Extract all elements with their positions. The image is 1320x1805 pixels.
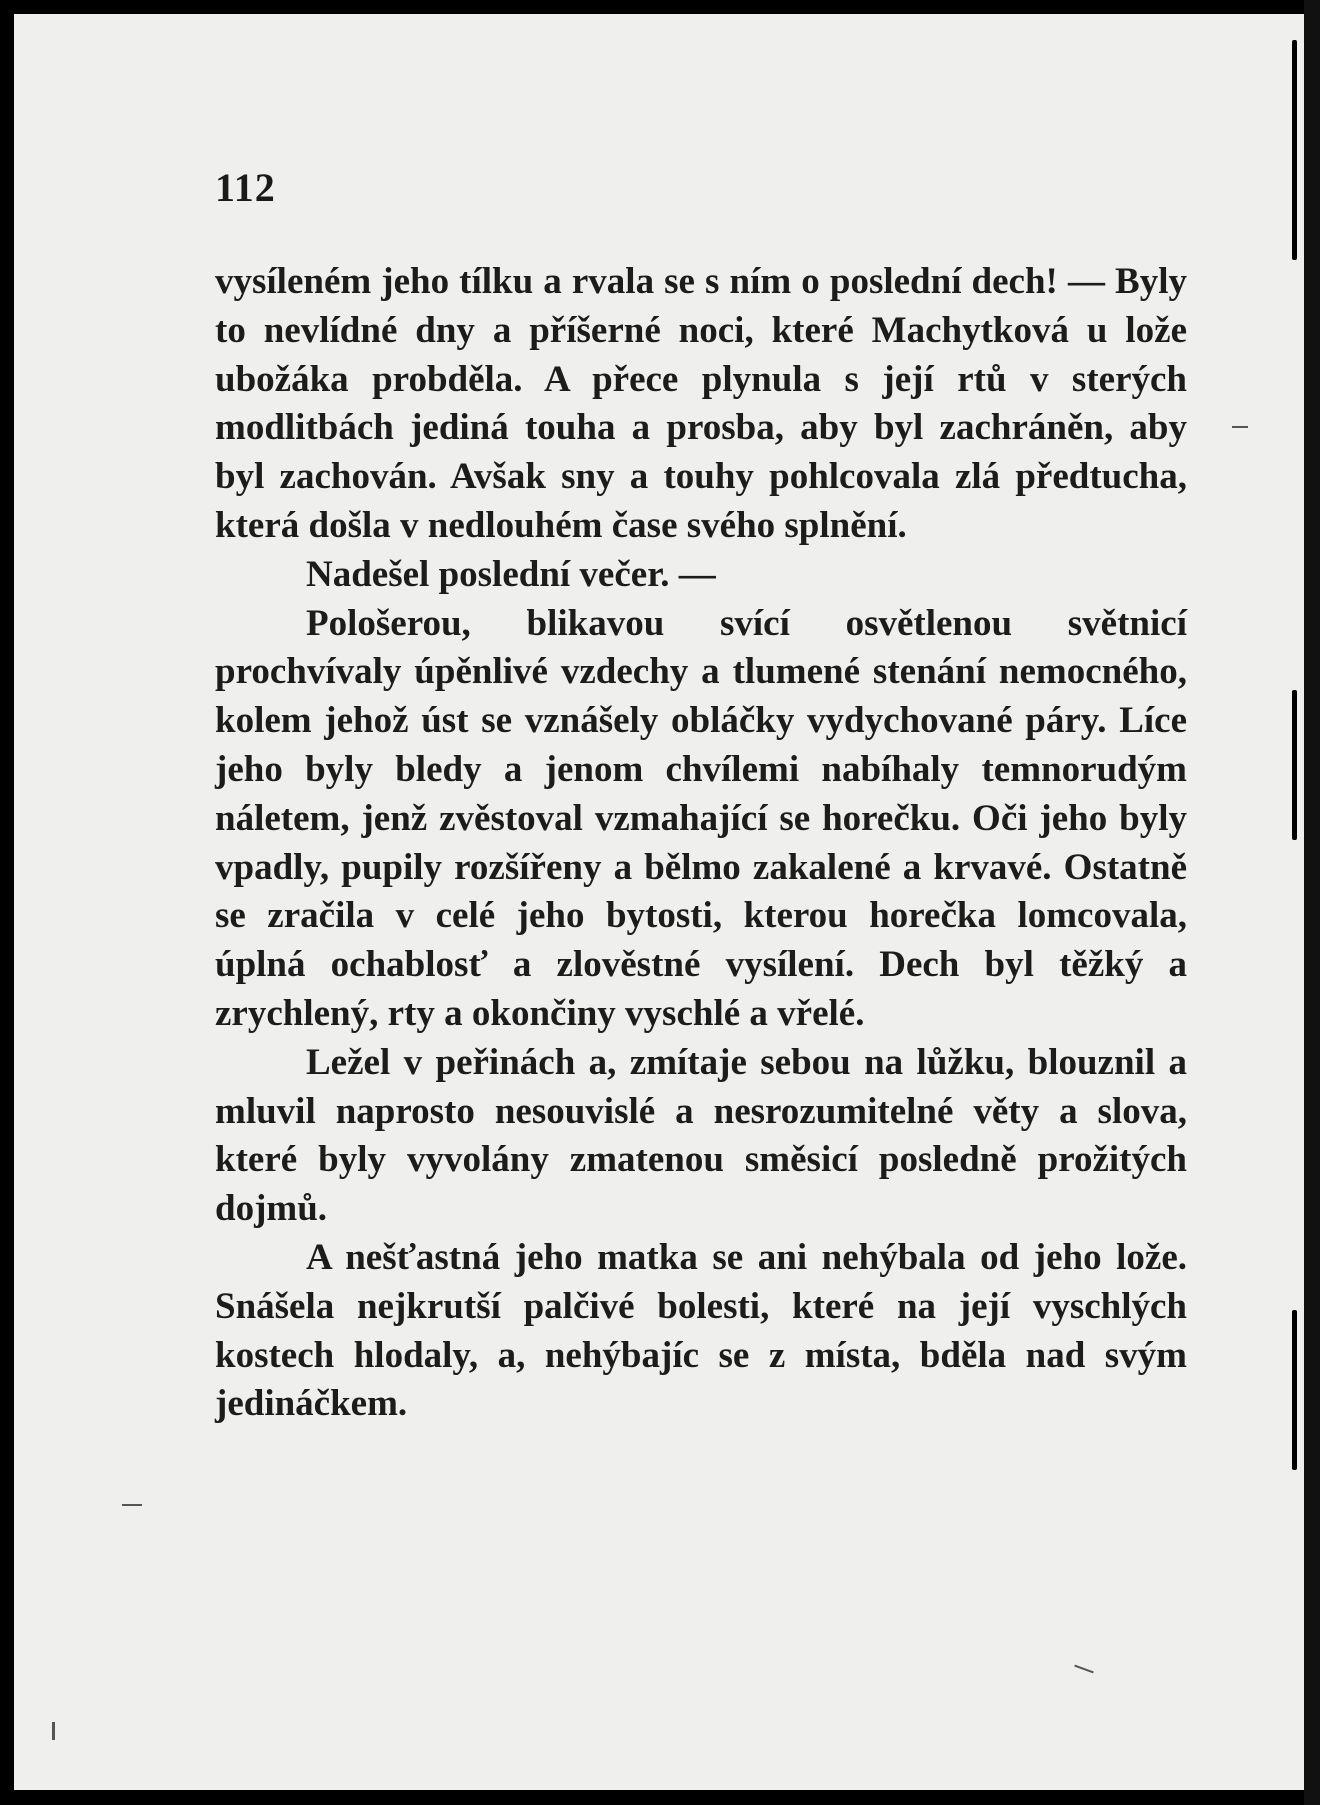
scan-edge-mark: [1292, 1310, 1297, 1470]
book-page: [14, 14, 1304, 1790]
paragraph: Ležel v peřinách a, zmítaje sebou na lůžku, blouznil a mluvil naprosto nesouvislé a nesrozumitelné věty a slova, které byly vyvolány zmatenou směsicí posledně prožitých dojmů.: [215, 1041, 1187, 1230]
scan-speck: [52, 1722, 55, 1740]
scan-speck: [122, 1504, 142, 1506]
body-text: [215, 258, 1187, 1429]
scan-edge-mark: [1292, 690, 1297, 840]
scan-edge-mark: [1292, 40, 1297, 260]
scan-edge: [1304, 0, 1320, 1805]
paragraph: Nadešel poslední večer. —: [306, 553, 716, 595]
page-number: 112: [215, 165, 276, 210]
paragraph: Pološerou, blikavou svící osvětlenou světnicí prochvívaly úpěnlivé vzdechy a tlumené stenání nemocného, kolem jehož úst se vznášely obláčky vydychované páry. Líce jeho byly bledy a jenom chvílemi nabíhaly temnorudým náletem, jenž zvěstoval vzmahající se horečku. Oči jeho byly vpadly, pupily rozšířeny a bělmo zakalené a krvavé. Ostatně se zračila v celé jeho bytosti, kterou horečka lomcovala, úplná ochablosť a zlověstné vysílení. Dech byl těžký a zrychlený, rty a okončiny vyschlé a vřelé.: [215, 602, 1187, 1034]
paragraph-continued: vysíleném jeho tílku a rvala se s ním o poslední dech! — Byly to nevlídné dny a příšerné noci, které Machytková u lože ubožáka probděla. A přece plynula s její rtů v sterých modlitbách jediná touha a prosba, aby byl zachráněn, aby byl zachován. Avšak sny a touhy pohlcovala zlá předtucha, která došla v nedlouhém čase svého splnění.: [215, 261, 1187, 546]
scan-speck: [1232, 426, 1248, 428]
paragraph: A nešťastná jeho matka se ani nehýbala od jeho lože. Snášela nejkrutší palčivé bolesti, které na její vyschlých kostech hlodaly, a, nehýbajíc se z místa, bděla nad svým jedináčkem.: [215, 1236, 1187, 1425]
scan-speck: [1074, 1665, 1093, 1674]
